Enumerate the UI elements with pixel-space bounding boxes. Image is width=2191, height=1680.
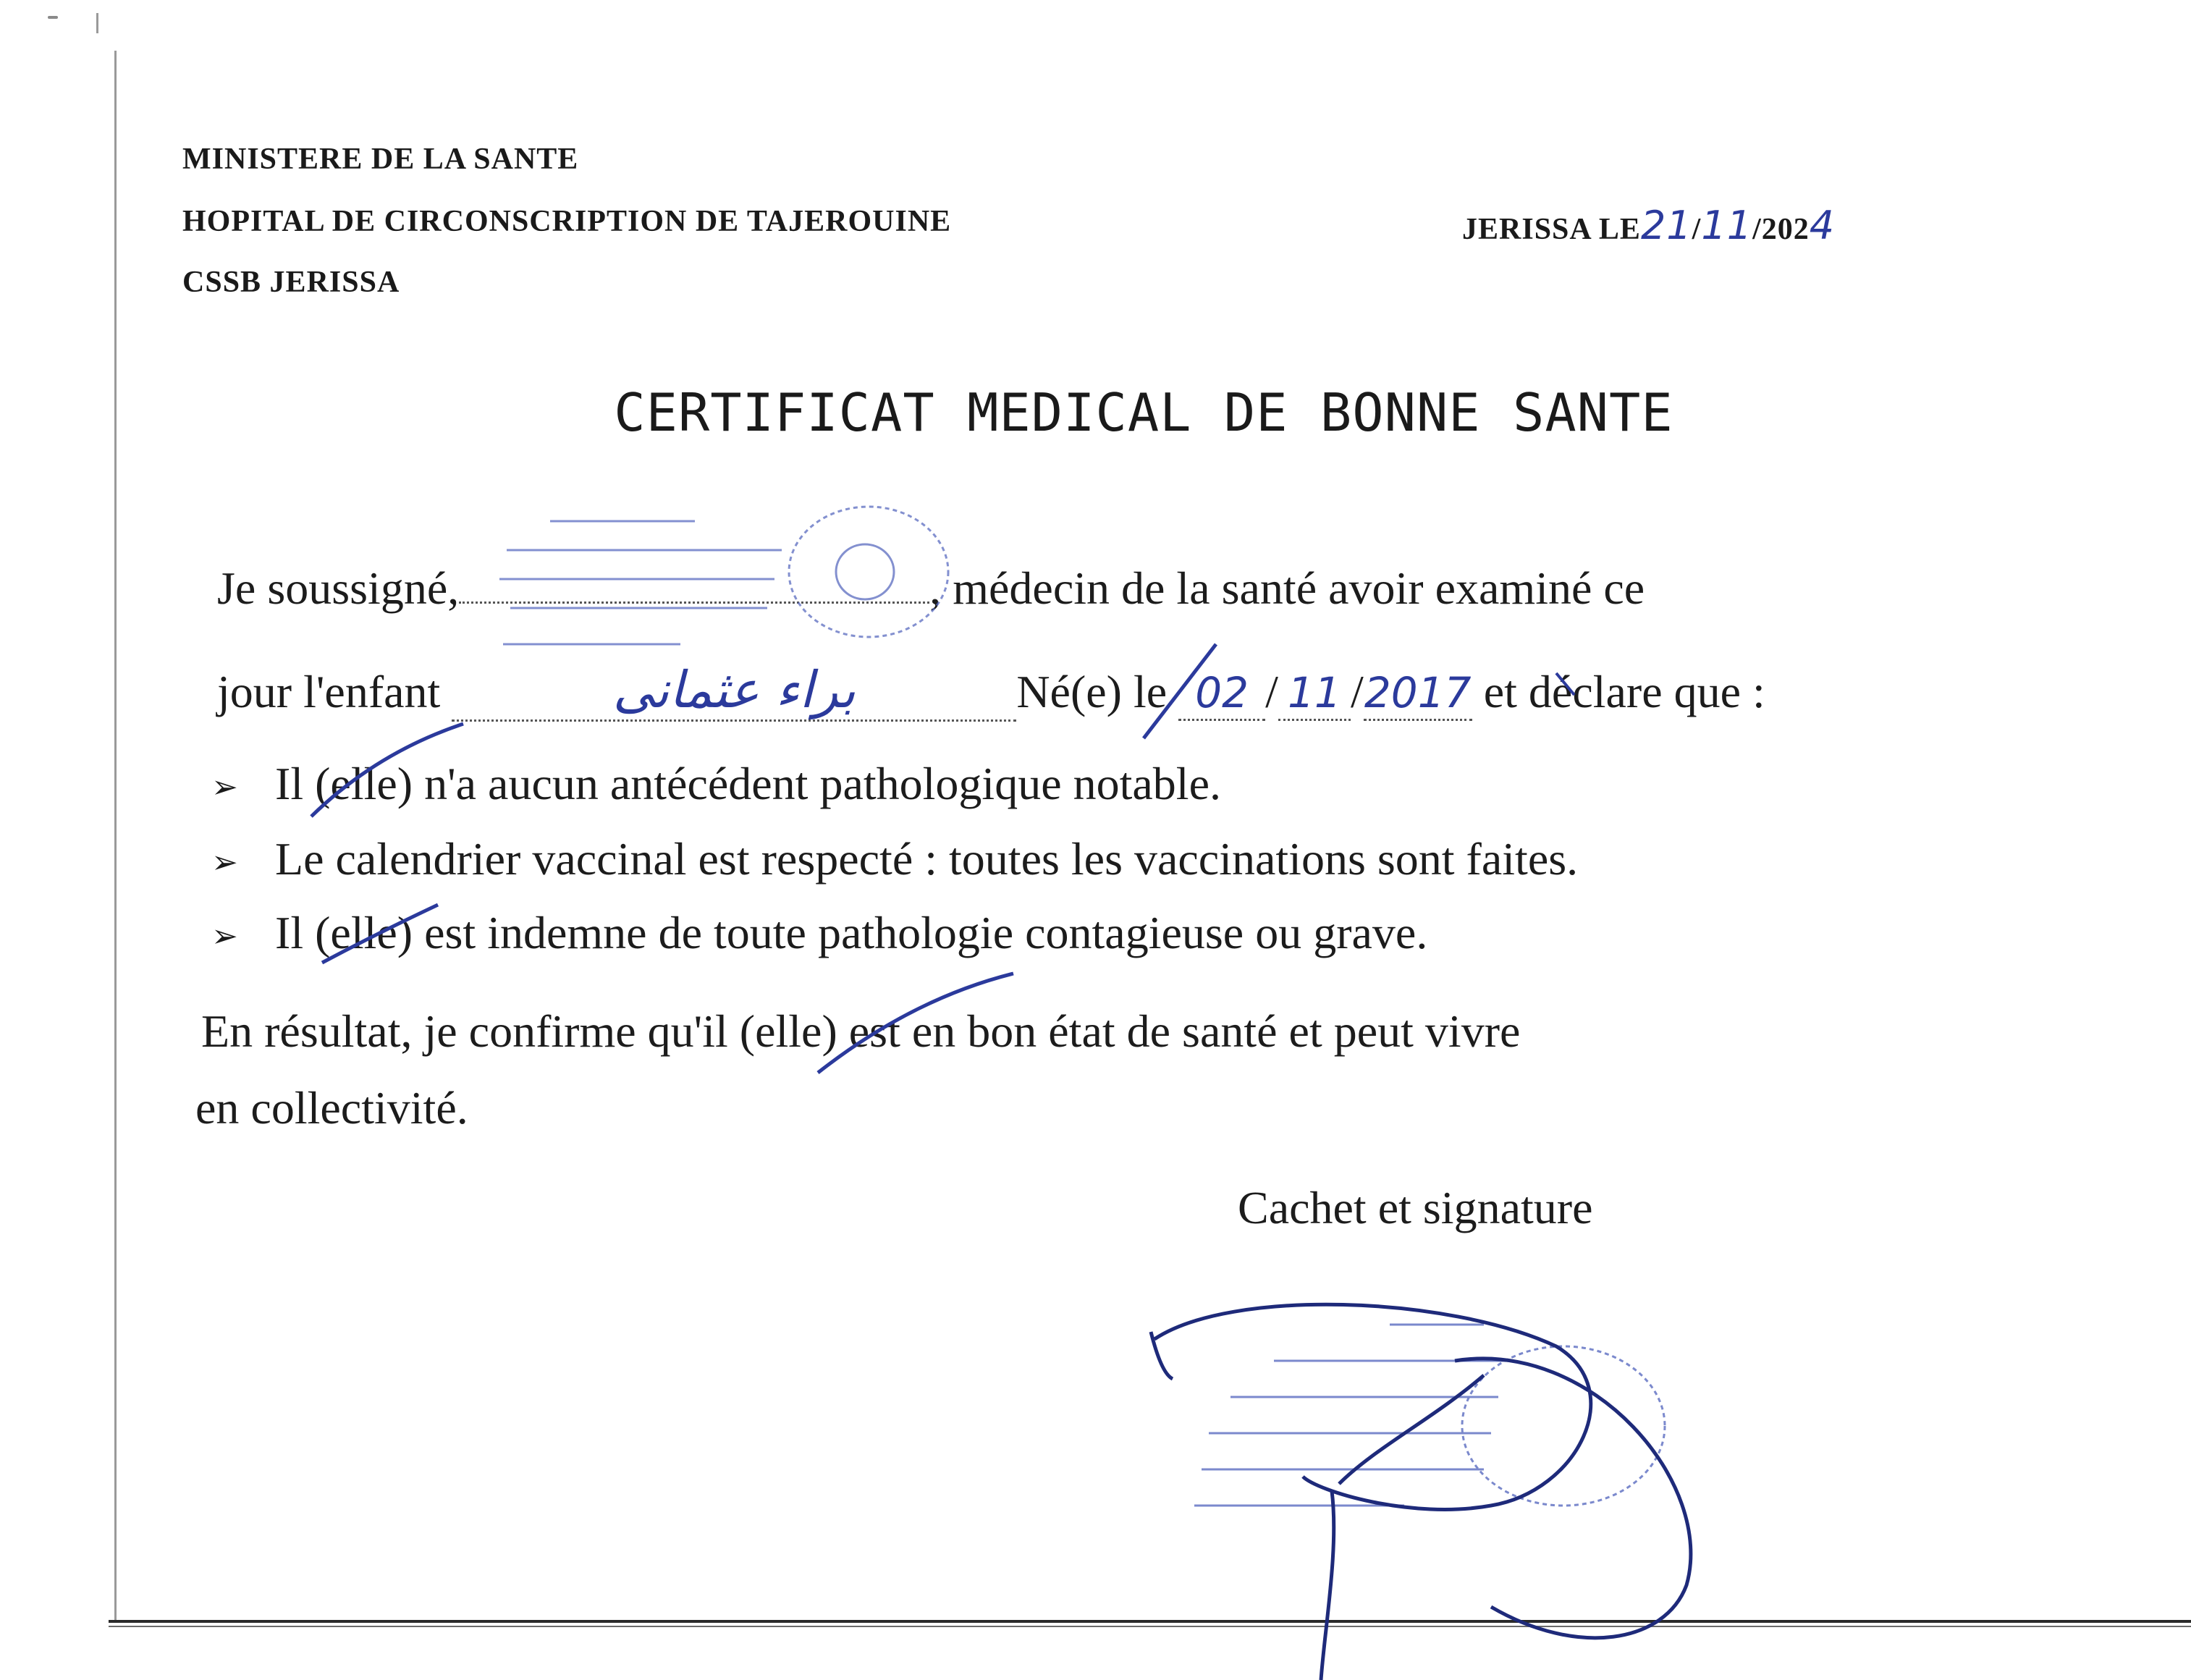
body-line-2: jour l'enfant براء عثمانى Né(e) le 02 / 11 /2017 et déclare que : bbox=[217, 660, 1765, 722]
scan-tick bbox=[96, 13, 98, 33]
line2-start: jour l'enfant bbox=[217, 666, 441, 717]
date-month: 11 bbox=[1701, 203, 1753, 248]
birth-month: 11 bbox=[1288, 668, 1341, 717]
body-line-1 bbox=[217, 562, 1645, 615]
center-line: CSSB JERISSA bbox=[182, 266, 400, 299]
date-prefix: JERISSA LE bbox=[1462, 213, 1641, 246]
bullet-item-2: Le calendrier vaccinal est respecté : toutes les vaccinations sont faites. bbox=[275, 833, 1579, 885]
date-day: 21 bbox=[1640, 203, 1692, 248]
line2-end: et déclare que : bbox=[1483, 666, 1765, 717]
line1-start: Je soussigné, bbox=[217, 562, 460, 614]
bullet-item-1: Il (elle) n'a aucun antécédent pathologique notable. bbox=[275, 758, 1221, 809]
bullet-arrow-icon: ➢ bbox=[211, 918, 238, 955]
conclusion-line-1: En résultat, je confirme qu'il (elle) est en bon état de santé et peut vivre bbox=[201, 1005, 1521, 1057]
bullet-arrow-icon: ➢ bbox=[211, 844, 238, 881]
bottom-border-line-2 bbox=[109, 1626, 2191, 1627]
document-title: CERTIFICAT MEDICAL DE BONNE SANTE bbox=[614, 382, 1673, 443]
doctor-name-blank bbox=[459, 601, 929, 604]
bullet-item-3: Il (elle) est indemne de toute pathologie contagieuse ou grave. bbox=[275, 907, 1428, 958]
birth-year: 2017 bbox=[1364, 668, 1472, 717]
scan-mark bbox=[48, 16, 58, 19]
left-border-line bbox=[114, 51, 117, 1621]
bullet-arrow-icon: ➢ bbox=[211, 769, 238, 806]
ministry-line: MINISTERE DE LA SANTE bbox=[182, 143, 579, 176]
doctor-stamp-large bbox=[1194, 1325, 1665, 1506]
birth-year-blank bbox=[1364, 665, 1472, 721]
birth-day: 02 bbox=[1195, 668, 1249, 717]
line2-mid: Né(e) le bbox=[1016, 666, 1168, 717]
birth-month-blank bbox=[1278, 665, 1351, 721]
hospital-line: HOPITAL DE CIRCONSCRIPTION DE TAJEROUINE bbox=[182, 205, 952, 238]
child-name: براء عثمانى bbox=[612, 660, 856, 719]
conclusion-line-2: en collectivité. bbox=[195, 1082, 468, 1134]
date-line bbox=[1462, 203, 1835, 248]
signature-label: Cachet et signature bbox=[1238, 1182, 1593, 1233]
signature-scribble bbox=[1151, 1304, 1691, 1680]
date-year-digit: 4 bbox=[1809, 203, 1836, 248]
line1-end: , médecin de la santé avoir examiné ce bbox=[929, 562, 1645, 614]
date-year-prefix: /202 bbox=[1752, 213, 1810, 246]
bottom-border-line bbox=[109, 1620, 2191, 1623]
child-name-blank bbox=[452, 660, 1016, 722]
date-separator: / bbox=[1692, 213, 1702, 246]
birth-day-blank bbox=[1178, 665, 1265, 721]
